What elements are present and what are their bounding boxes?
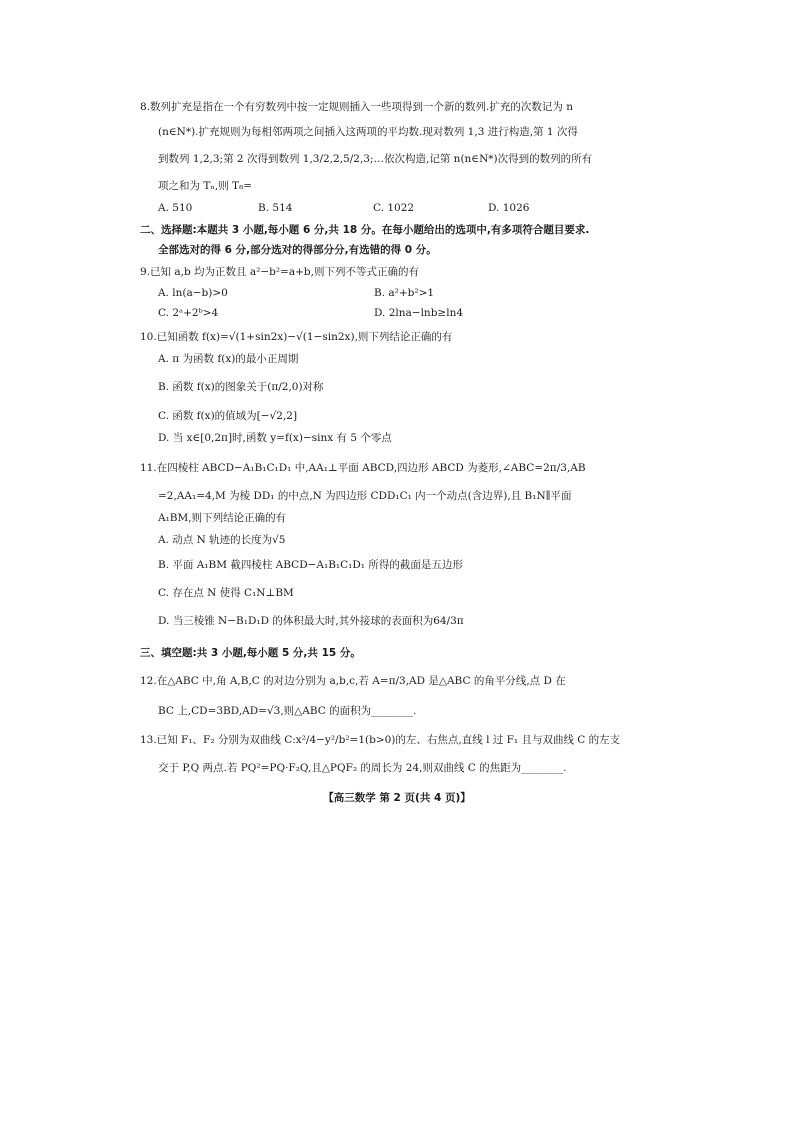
q9-option-b: B. a²+b²>1 <box>374 287 435 299</box>
q10-stem: 10.已知函数 f(x)=√(1+sin2x)−√(1−sin2x),则下列结论正确的有 <box>140 331 453 343</box>
q8-option-a: A. 510 <box>158 202 193 214</box>
section2-heading: 二、选择题:本题共 3 小题,每小题 6 分,共 18 分。在每小题给出的选项中,有多项符合题目要求. <box>140 224 590 236</box>
q13-line2: 交于 P,Q 两点.若 PQ²=PQ·F₂Q,且△PQF₂ 的周长为 24,则双曲线 C 的焦距为________. <box>158 762 567 774</box>
q10-option-b: B. 函数 f(x)的图象关于(π/2,0)对称 <box>158 381 324 393</box>
section3-heading: 三、填空题:共 3 小题,每小题 5 分,共 15 分。 <box>140 647 361 659</box>
page-footer: 【高三数学 第 2 页(共 4 页)】 <box>323 792 471 804</box>
q8-line1: 8.数列扩充是指在一个有穷数列中按一定规则插入一些项得到一个新的数列.扩充的次数记为 n <box>140 101 573 113</box>
q8-option-d: D. 1026 <box>488 202 530 214</box>
q9-option-d: D. 2lna−lnb≥ln4 <box>374 307 464 319</box>
q9-option-c: C. 2ᵃ+2ᵇ>4 <box>158 307 219 319</box>
q8-option-b: B. 514 <box>258 202 293 214</box>
q11-line2: =2,AA₁=4,M 为棱 DD₁ 的中点,N 为四边形 CDD₁C₁ 内一个动点(含边界),且 B₁N∥平面 <box>158 490 572 502</box>
q10-option-a: A. π 为函数 f(x)的最小正周期 <box>158 353 299 365</box>
q8-line2: (n∈N*).扩充规则为每相邻两项之间插入这两项的平均数.现对数列 1,3 进行构造,第 1 次得 <box>158 126 578 138</box>
q12-line1: 12.在△ABC 中,角 A,B,C 的对边分别为 a,b,c,若 A=π/3,AD 是△ABC 的角平分线,点 D 在 <box>140 675 566 687</box>
q11-option-d: D. 当三棱锥 N−B₁D₁D 的体积最大时,其外接球的表面积为64/3π <box>158 615 464 627</box>
q8-line3: 到数列 1,2,3;第 2 次得到数列 1,3/2,2,5/2,3;…依次构造,记第 n(n∈N*)次得到的数列的所有 <box>158 153 593 165</box>
q11-option-c: C. 存在点 N 使得 C₁N⊥BM <box>158 587 294 599</box>
q9-option-a: A. ln(a−b)>0 <box>158 287 228 299</box>
q10-option-c: C. 函数 f(x)的值域为[−√2,2] <box>158 410 298 422</box>
q10-option-d: D. 当 x∈[0,2π]时,函数 y=f(x)−sinx 有 5 个零点 <box>158 432 392 444</box>
q11-option-b: B. 平面 A₁BM 截四棱柱 ABCD−A₁B₁C₁D₁ 所得的截面是五边形 <box>158 559 463 571</box>
q11-line1: 11.在四棱柱 ABCD−A₁B₁C₁D₁ 中,AA₁⊥平面 ABCD,四边形 ABCD 为菱形,∠ABC=2π/3,AB <box>140 462 586 474</box>
q8-option-c: C. 1022 <box>373 202 415 214</box>
q13-line1: 13.已知 F₁、F₂ 分别为双曲线 C:x²/4−y²/b²=1(b>0)的左、右焦点,直线 l 过 F₁ 且与双曲线 C 的左支 <box>140 734 621 746</box>
q11-line3: A₁BM,则下列结论正确的有 <box>158 512 287 524</box>
section2-instructions: 全部选对的得 6 分,部分选对的得部分分,有选错的得 0 分。 <box>158 244 437 256</box>
q11-option-a: A. 动点 N 轨迹的长度为√5 <box>158 534 286 546</box>
q8-line4: 项之和为 Tₙ,则 T₈= <box>158 180 253 192</box>
q12-line2: BC 上,CD=3BD,AD=√3,则△ABC 的面积为________. <box>158 705 417 717</box>
q9-stem: 9.已知 a,b 均为正数且 a²−b²=a+b,则下列不等式正确的有 <box>140 266 419 278</box>
